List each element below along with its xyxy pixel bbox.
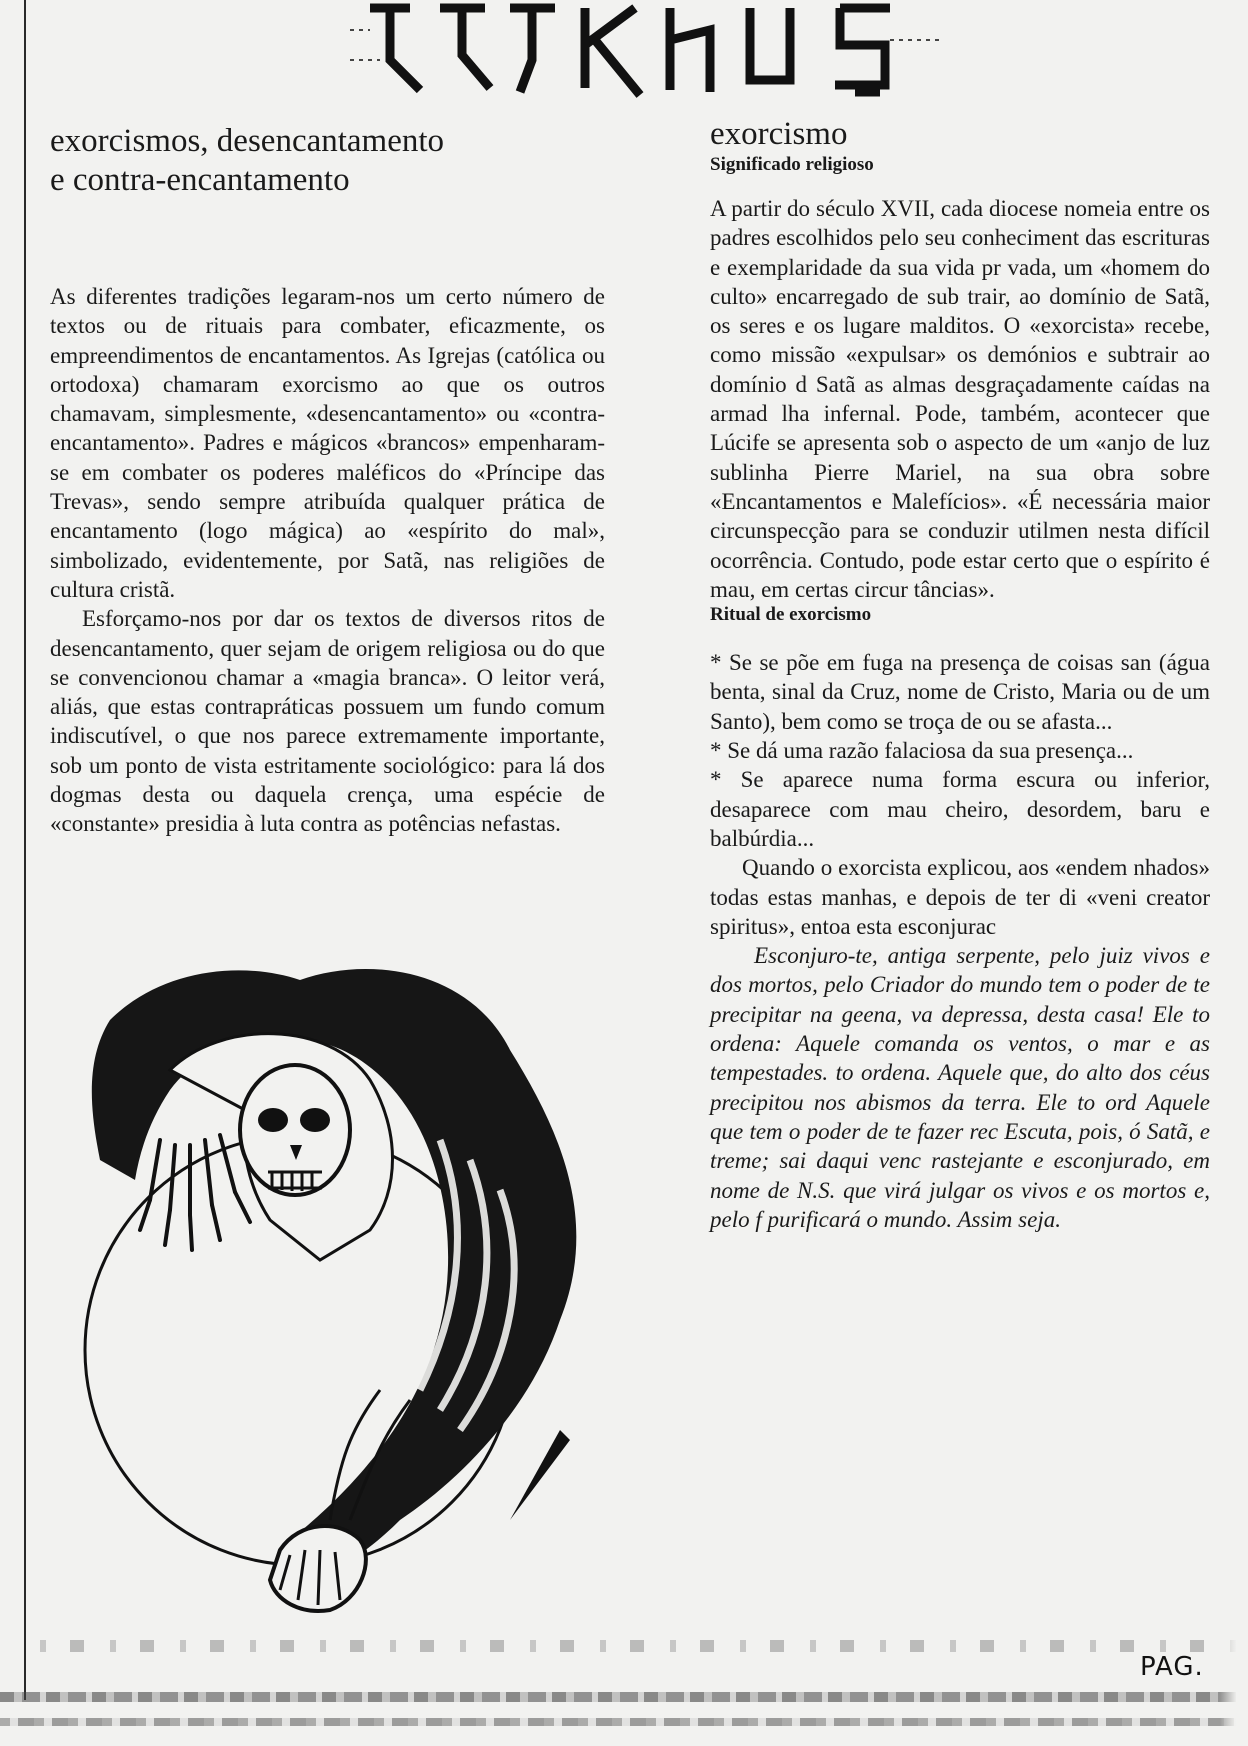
article-title [50, 122, 605, 200]
right-column [710, 115, 1210, 1234]
hooded-skeleton-illustration [40, 960, 660, 1630]
invocation-text: Esconjuro-te, antiga serpente, pelo juiz vivos e dos mortos, pelo Criador do mundo tem o poder de te precipitar na geena, va depressa, desta casa! Ele to ordena: Aquele comanda os ventos, o mar e as tempestades. to ordena. Aquele que, do alto dos céus precipitou nos abismos da terra. Ele to ord Aquele que tem o poder de te fazer rec Escuta, pois, ó Satã, e treme; sai daqui venc rastejante e esconjurado, em nome de N.S. que virá julgar os vivos e os mortos e, pelo f purificará o mundo. Assim seja. [710, 943, 1210, 1232]
title-line: e contra-encantamento [50, 162, 350, 198]
decorative-band [0, 1692, 1248, 1702]
left-column [50, 122, 605, 839]
paragraph: As diferentes tradições legaram-nos um certo número de textos ou de rituais para combater, eficazmente, os empreendimentos de encantamentos. As Igrejas (católica ou ortodoxa) chamaram exorcismo ao que os outros chamavam, simplesmente, «desencantamento» ou «contra-encantamento». Padres e mágicos «brancos» empenharam-se em combater os poderes maléficos do «Príncipe das Trevas», sendo sempre atribuída qualquer prática de encantamento (logo mágica) ao «espírito do mal», simbolizado, evidentemente, por Satã, nas religiões de cultura cristã. [50, 284, 605, 602]
page-edge-fade [1220, 0, 1248, 1746]
decorative-band [0, 1718, 1248, 1726]
ritual-list [710, 648, 1210, 853]
list-item: * Se aparece numa forma escura ou inferior, desaparece com mau cheiro, desordem, baru e balbúrdia... [710, 767, 1210, 851]
title-line: exorcismos, desencantamento [50, 123, 445, 159]
page-edge [24, 0, 26, 1700]
decorative-band [40, 1640, 1248, 1652]
paragraph: A partir do século XVII, cada diocese nomeia entre os padres escolhidos pelo seu conheciment das escrituras e exemplaridade da sua vida pr vada, um «homem do culto» encarregado de sub trair, ao domínio de Satã, os seres e os lugare malditos. O «exorcista» recebe, como missão «expulsar» os demónios e subtrair ao domínio d Satã as almas desgraçadamente caídas na armad lha infernal. Pode, também, acontecer que Lúcife se apresenta sob o aspecto de um «anjo de luz sublinha Pierre Mariel, na sua obra sobre «Encantamentos e Malefícios». «É necessária maior circunspecção para se conduzir utilmen nesta difícil ocorrência. Contudo, pode estar certo que o espírito é mau, em certas circur tâncias». [710, 196, 1210, 602]
subheading: Ritual de exorcismo [710, 604, 872, 626]
subheading: Significado religioso [710, 154, 874, 175]
list-item: * Se dá uma razão falaciosa da sua presença... [710, 738, 1134, 764]
paragraph: Esforçamo-nos por dar os textos de diversos ritos de desencantamento, quer sejam de origem religiosa ou do que se convencionou chamar a «magia branca». O leitor verá, aliás, que estas contrapráticas possuem um fundo comum indiscutível, o que nos parece extremamente importante, sob um ponto de vista estritamente sociológico: para lá dos dogmas desta ou daquela crença, uma espécie de «constante» presidia à luta contra as potências nefastas. [50, 606, 605, 837]
masthead-logo [350, 0, 940, 100]
list-item: * Se se põe em fuga na presença de coisas san (água benta, sinal da Cruz, nome de Cristo, Maria ou de um Santo), bem como se troça de ou se afasta... [710, 650, 1210, 734]
section-title: exorcismo [710, 116, 848, 152]
page-label: PAG. [1140, 1652, 1204, 1682]
paragraph: Quando o exorcista explicou, aos «endem nhados» todas estas manhas, e depois de ter di «veni creator spiritus», entoa esta esconjurac [710, 855, 1210, 939]
